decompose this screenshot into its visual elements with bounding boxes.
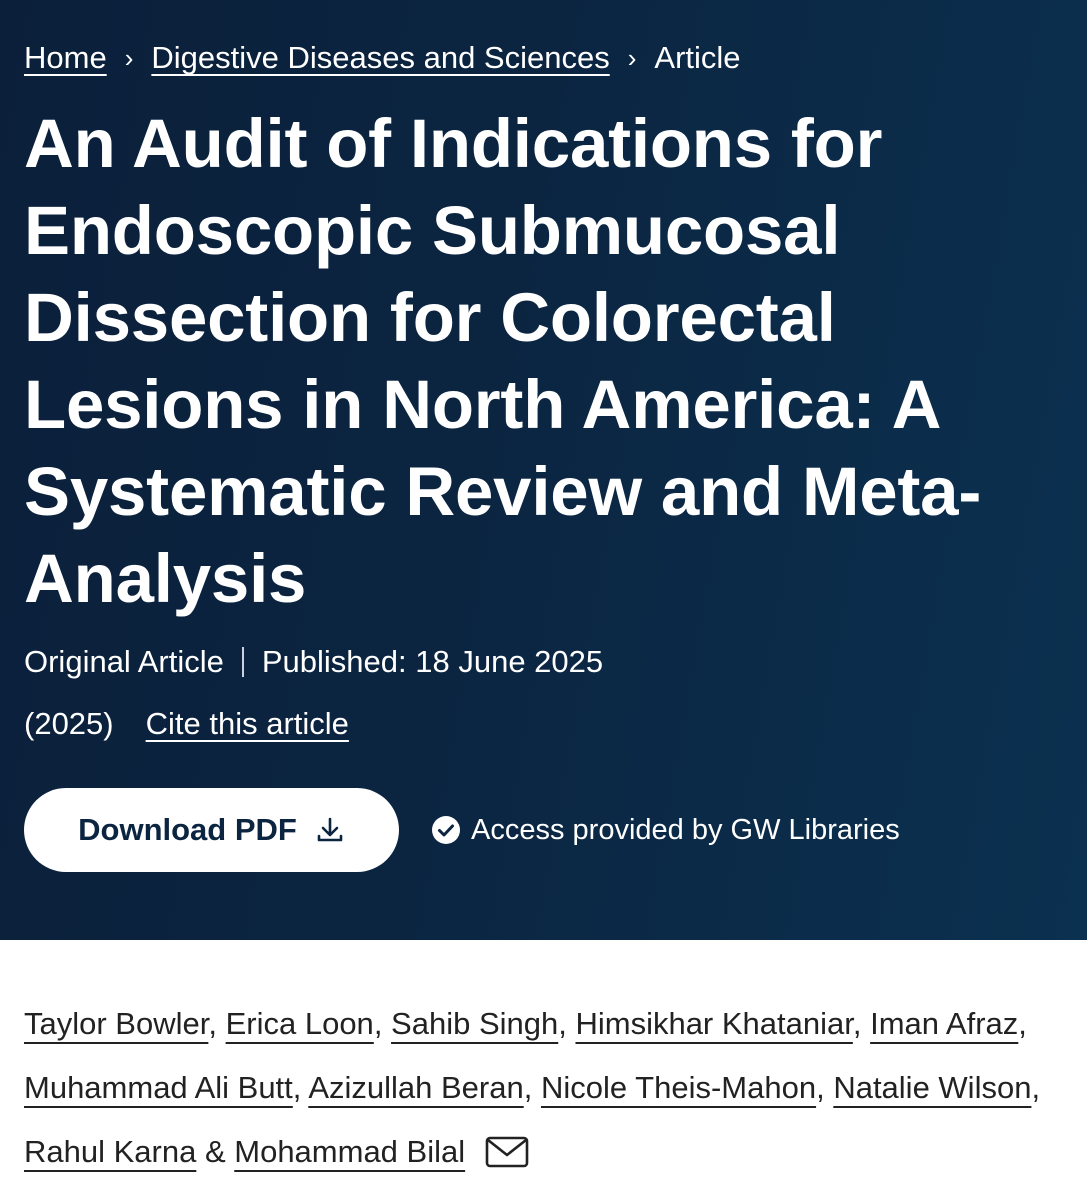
meta-divider bbox=[242, 647, 244, 677]
download-pdf-button[interactable] bbox=[24, 788, 399, 872]
publish-date: Published: 18 June 2025 bbox=[261, 644, 604, 679]
author-link[interactable]: Taylor Bowler bbox=[24, 1006, 209, 1041]
author-list bbox=[0, 940, 1087, 1184]
author-separator: , bbox=[1018, 1006, 1027, 1041]
chevron-right-icon: › bbox=[627, 42, 637, 73]
download-pdf-label: Download PDF bbox=[78, 812, 297, 847]
author-separator: , bbox=[208, 1006, 226, 1041]
access-text: Access provided by GW Libraries bbox=[471, 813, 900, 846]
author-separator: & bbox=[196, 1134, 235, 1169]
breadcrumb-journal-link[interactable]: Digestive Diseases and Sciences bbox=[151, 40, 610, 75]
check-circle-icon bbox=[431, 815, 461, 845]
author-link[interactable]: Iman Afraz bbox=[870, 1006, 1019, 1041]
access-notice bbox=[431, 814, 900, 847]
author-link[interactable]: Azizullah Beran bbox=[308, 1070, 524, 1105]
article-year: (2025) bbox=[24, 706, 114, 741]
breadcrumb-current: Article bbox=[654, 40, 741, 75]
author-link[interactable]: Erica Loon bbox=[225, 1006, 374, 1041]
author-link[interactable]: Rahul Karna bbox=[24, 1134, 197, 1169]
author-names bbox=[24, 1006, 1040, 1169]
article-type: Original Article bbox=[24, 644, 224, 679]
author-separator: , bbox=[292, 1070, 309, 1105]
mail-icon[interactable] bbox=[484, 1134, 530, 1170]
chevron-right-icon: › bbox=[124, 42, 134, 73]
breadcrumb-home-link[interactable]: Home bbox=[24, 40, 107, 75]
article-meta bbox=[24, 644, 1063, 680]
article-title: An Audit of Indications for Endoscopic Submucosal Dissection for Colorectal Lesions in North America: A Systematic Review and Meta-Analysis bbox=[24, 105, 982, 617]
author-separator: , bbox=[373, 1006, 392, 1041]
author-separator: , bbox=[558, 1006, 576, 1041]
author-separator: , bbox=[816, 1070, 834, 1105]
breadcrumb bbox=[24, 38, 1063, 78]
author-separator: , bbox=[852, 1006, 871, 1041]
author-separator: , bbox=[523, 1070, 541, 1105]
cite-article-link[interactable]: Cite this article bbox=[145, 706, 349, 741]
article-meta-secondary bbox=[24, 706, 1063, 742]
author-link[interactable]: Natalie Wilson bbox=[833, 1070, 1032, 1105]
author-link[interactable]: Nicole Theis-Mahon bbox=[540, 1070, 817, 1105]
download-icon bbox=[315, 815, 345, 845]
author-link[interactable]: Muhammad Ali Butt bbox=[24, 1070, 293, 1105]
author-link[interactable]: Sahib Singh bbox=[391, 1006, 559, 1041]
article-actions bbox=[24, 788, 1063, 872]
author-link[interactable]: Mohammad Bilal bbox=[234, 1134, 466, 1169]
author-separator: , bbox=[1031, 1070, 1041, 1105]
author-link[interactable]: Himsikhar Khataniar bbox=[575, 1006, 853, 1041]
